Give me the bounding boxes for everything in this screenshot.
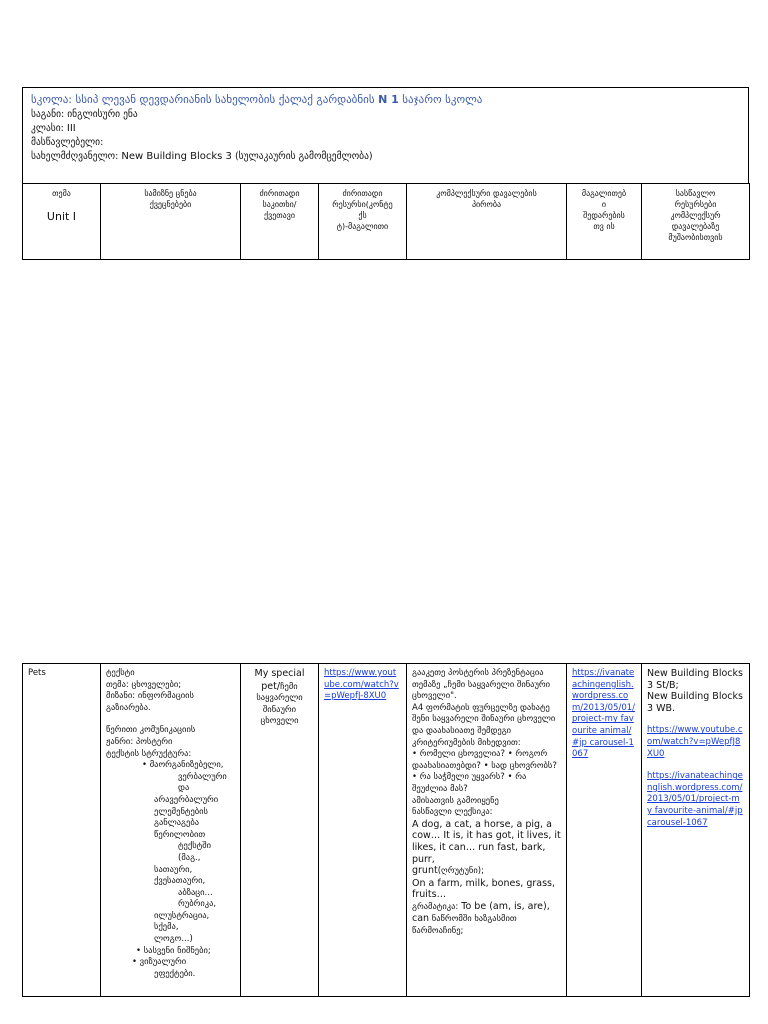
col-complex-task — [407, 184, 567, 260]
youtube-link[interactable]: https://www.youtube.com/watch?v=pWepfJ-8XU0 — [324, 668, 399, 702]
col-main-topic-label: ძირითადი საკითხი/ ქვეთავი — [259, 189, 300, 220]
task-text: • რა საჭმელი უყვარს? • რა შეუძლია მას? — [412, 772, 527, 794]
task-text: ნაწრომში ხაზგასმით — [429, 914, 517, 925]
resource-blog-link[interactable]: https://ivanateachingenglish.wordpress.com/2013/05/01/project-my favourite-animal/#jp carousel-1067 — [647, 771, 743, 828]
col-examples — [567, 184, 642, 260]
vocabulary-text: A dog, a cat, a horse, a pig, a cow… It is, it has got, it lives, it likes, it can… run fast, bark, purr, — [412, 818, 561, 865]
resource-text: New Building Blocks 3 St/B; — [647, 668, 743, 691]
task-text: A4 ფორმატის ფურცელზე დახატე შენი საყვარელი შინაური ცხოველი და დაახასიათე შემდეგი კრიტერიუმების მიხედვით: — [412, 702, 556, 748]
main-topic-cell — [241, 664, 319, 997]
text-line: • სასვენი ნიშნები; — [136, 945, 211, 956]
school-type: საჯარო სკოლა — [402, 93, 483, 106]
text-line: სათაური, — [154, 864, 193, 875]
resource-text: New Building Blocks 3 WB. — [647, 691, 743, 714]
unit-content-table — [22, 663, 750, 997]
unit-label: Unit I — [46, 210, 77, 223]
task-text: წარმოაჩინე; — [412, 926, 464, 937]
grammar-word: can — [412, 913, 430, 925]
text-line: ელემენტების — [154, 806, 208, 817]
text-line: ეფექტები. — [154, 968, 196, 979]
textbook-line — [31, 150, 740, 164]
text-line: • ვიზუალური — [132, 957, 187, 968]
grade-label: კლასი: — [31, 123, 64, 134]
table-row — [23, 664, 750, 997]
text-line: არავერბალური — [154, 794, 219, 805]
text-line: ჟანრი: პოსტერი — [106, 736, 173, 747]
col-target-concept-label: სამიზნე ცნება ქვეცნებები — [144, 189, 197, 209]
example-link[interactable]: https://ivanateachingenglish.wordpress.com/2013/05/01/project-my favourite animal/#jp carousel-1067 — [572, 668, 635, 760]
text-line: ვერბალური და — [178, 771, 227, 794]
col-target-concept — [101, 184, 241, 260]
topic-cell — [23, 664, 101, 997]
col-resources-label: სასწავლო რესურსები კომპლექსურ დავალებაზე მუშაობისთვის — [668, 189, 723, 242]
text-line: ტექსტის სტრუქტურა: — [106, 748, 192, 759]
textbook-label: სახელმძღვანელო: — [31, 151, 119, 162]
task-text: • რომელი ცხოველია? • როგორ დაახასიათებდი? • სად ცხოვრობს? — [412, 749, 557, 771]
col-examples-label: მაგალითებ ი შედარების თვ ის — [581, 189, 627, 231]
col-topic — [23, 184, 101, 260]
text-line: ქვესათაური, — [154, 876, 206, 887]
text-line: მიზანი: ინფორმაციის — [106, 691, 194, 702]
col-complex-task-label: კომპლექსური დავალების პირობა — [436, 189, 537, 209]
grammar-label: გრამატიკა: — [412, 901, 459, 912]
task-text: ამისათვის გამოიყენე — [412, 795, 499, 806]
resource-youtube-link[interactable]: https://www.youtube.com/watch?v=pWepfJ8XU0 — [647, 725, 743, 759]
examples-cell — [567, 664, 642, 997]
vocabulary-text: On a farm, milk, bones, grass, fruits… — [412, 877, 556, 901]
header-box — [22, 87, 749, 184]
text-line: გაზიარება. — [106, 702, 151, 713]
text-line: წერილობით — [154, 829, 206, 840]
task-text: ნასწავლი ლექსიკა: — [412, 807, 493, 818]
text-line: ილუსტრაცია, სქემა, — [154, 910, 210, 933]
grammar-text: To be (am, is, are), — [458, 900, 550, 912]
resources-cell — [642, 664, 750, 997]
text-line: • მაორგანიზებელი, — [142, 760, 224, 771]
topic-value: Pets — [28, 668, 46, 678]
subject-line: საგანი: ინგლისური ენა — [31, 109, 138, 120]
school-number: N 1 — [378, 93, 399, 106]
target-concept-cell — [101, 664, 241, 997]
text-line: თემა: ცხოველები; — [106, 679, 182, 690]
textbook-note: (სულაკაურის გამომცემლობა) — [234, 151, 373, 162]
text-line: განლაგება — [154, 818, 200, 829]
punctuation: ; — [481, 866, 484, 877]
teacher-line: მასწავლებელი: — [31, 137, 104, 148]
school-line — [31, 92, 740, 108]
text-line: აბზაცი... რუბრიკა, — [178, 887, 217, 910]
col-topic-label: თემა — [52, 189, 71, 198]
main-topic-en: My special pet/ — [254, 668, 305, 692]
vocabulary-translation: (ღრუტუნი) — [437, 866, 482, 877]
col-main-topic — [241, 184, 319, 260]
text-line: ლოგო...) — [154, 934, 193, 945]
task-text: გააკეთე პოსტერის პრეზენტაცია თემაზე „ჩემი საყვარელი შინაური ცხოველი". — [412, 668, 551, 702]
text-line: წერითი კომუნიკაციის — [106, 725, 196, 736]
main-topic-ka: ჩემი საყვარელი შინაური ცხოველი — [256, 681, 303, 727]
col-resources — [642, 184, 750, 260]
complex-task-cell — [407, 664, 567, 997]
text-line: ტექსტში (მაგ., — [178, 841, 212, 863]
vocabulary-word: grunt — [412, 865, 438, 877]
school-name: სკოლა: სსიპ ლევან დევდარიანის სახელობის ქალაქ გარდაბნის — [31, 93, 375, 106]
main-resource-cell — [319, 664, 407, 997]
grade-line — [31, 122, 740, 136]
col-main-resource-label: ძირითადი რესურსი(კონტე ქს ტ)-მაგალითი — [332, 189, 393, 231]
grade-value: III — [66, 123, 76, 134]
column-header-table — [22, 183, 750, 260]
textbook-value: New Building Blocks 3 — [121, 151, 232, 162]
col-main-resource — [319, 184, 407, 260]
text-line: ტექსტი — [106, 668, 135, 678]
